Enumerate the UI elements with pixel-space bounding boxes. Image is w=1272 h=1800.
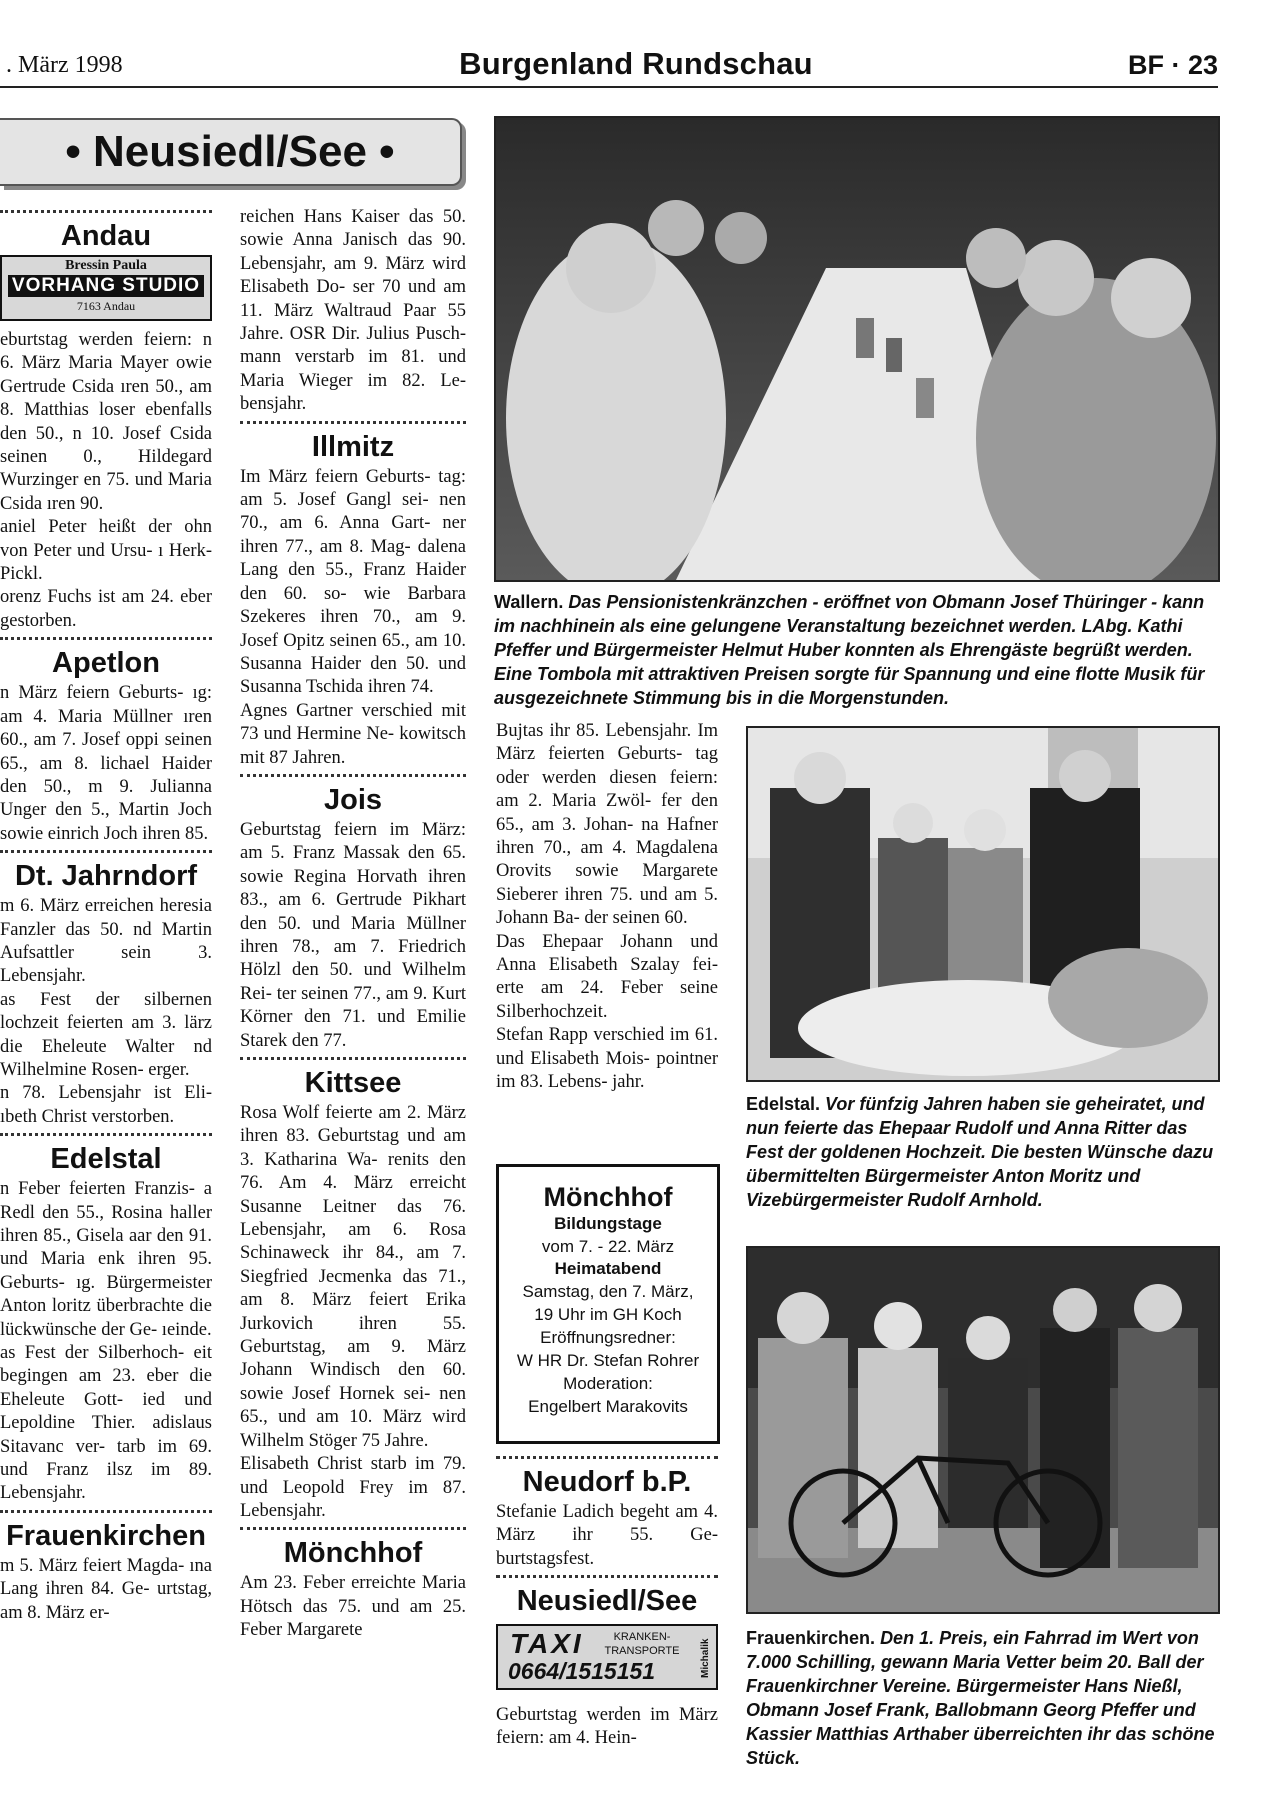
section-heading-andau: Andau bbox=[60, 220, 152, 252]
article-text: Bujtas ihr 85. Lebensjahr. Im März feierten Geburts- tag oder werden diesen feiern: am 2. Maria Zwöl- fer den 65., am 3. Johan- na Hafner ihren 70., am 4. Magdalena Orovits sowie Margarete Sieberer ihren 75. und am 5. Johann Ba- der seinen 60. bbox=[496, 721, 718, 929]
article-text: n März feiern Geburts- ıg: am 4. Maria Müllner ıren 60., am 7. Josef oppi seinen 65., am 8. lichael Haider den 50., m 9. Julianna Unger den 5., Martin Joch sowie einrich Joch ihren 85. bbox=[0, 683, 212, 844]
photo-wallern-pensioners bbox=[494, 116, 1220, 582]
article-text: as Fest der silbernen lochzeit feierten am 3. lärz die Eheleute Walter nd Wilhelmine Rosen- erger. bbox=[0, 989, 212, 1080]
section-divider bbox=[240, 774, 466, 777]
ad-title: Mönchhof bbox=[543, 1182, 673, 1212]
article-text: Am 23. Feber erreichte Maria Hötsch das 75. und am 25. Feber Margarete bbox=[240, 1573, 466, 1641]
ad-taxi-michalik bbox=[496, 1624, 718, 1690]
article-text: n 78. Lebensjahr ist Eli- ıbeth Christ verstorben. bbox=[0, 1083, 212, 1127]
article-text: Elisabeth Christ starb im 79. und Leopold Frey im 87. Lebensjahr. bbox=[240, 1454, 466, 1521]
section-divider bbox=[0, 850, 212, 853]
caption-place: Edelstal. bbox=[746, 1094, 821, 1114]
article-text: as Fest der Silberhoch- eit begingen am 23. eber die Eheleute Gott- ied und Lepoldine Thier. adislaus Sitavanc ver- tarb im 69. und Franz ilsz im 89. Lebensjahr. bbox=[0, 1343, 212, 1504]
article-text: eburtstag werden feiern: n 6. März Maria Mayer owie Gertrude Csida ıren 50., am 8. Matthias loser ebenfalls den 50., n 10. Josef Csida seinen 0., Hildegard Wurzinger en 75. und Maria Csida ıren 90. bbox=[0, 330, 212, 514]
column-3-bottom bbox=[496, 1704, 718, 1751]
ad-taxi-side-label: Michalik bbox=[700, 1638, 711, 1678]
ad-logo-text: VORHANG STUDIO bbox=[8, 275, 204, 297]
section-heading-dt-jahrndorf: Dt. Jahrndorf bbox=[14, 860, 198, 893]
ad-moenchhof-bildungstage bbox=[496, 1164, 720, 1444]
ad-line: Heimatabend bbox=[554, 1259, 662, 1278]
photo-frauenkirchen-bicycle bbox=[746, 1246, 1220, 1614]
ad-line: vom 7. - 22. März bbox=[541, 1237, 675, 1256]
article-text: Rosa Wolf feierte am 2. März ihren 83. Geburtstag und am 3. Katharina Wa- renits den 76. Am 4. März erreicht Susanne Leitner das 76. Lebensjahr, am 6. Rosa Schinaweck ihr 84., am 7. Siegfried Jecmenka das 71., am 8. März feiert Erika Jurkovich ihren 55. Geburtstag, am 9. März Johann Windisch den 60. sowie Josef Hornek sei- nen 65., und am 10. März wird Wilhelm Stöger 75 Jahre. bbox=[240, 1103, 466, 1451]
section-heading-frauenkirchen: Frauenkirchen bbox=[6, 1519, 206, 1552]
article-text: orenz Fuchs ist am 24. eber gestorben. bbox=[0, 587, 212, 631]
caption-place: Frauenkirchen. bbox=[746, 1628, 876, 1648]
article-text: Geburtstag werden im März feiern: am 4. Hein- bbox=[496, 1705, 718, 1749]
ad-line: Eröffnungsredner: bbox=[540, 1328, 676, 1347]
ad-vorhang-studio bbox=[0, 255, 212, 321]
ad-line: Bressin Paula bbox=[65, 258, 147, 273]
caption-text: Den 1. Preis, ein Fahrrad im Wert von 7.000 Schilling, gewann Maria Vetter beim 20. Ball der Frauenkirchner Vereine. Bürgermeister Hans Nießl, Obmann Josef Frank, Ballobmann Georg Pfeffer und Kassier Matthias Arthaber überreichten ihr das schöne Stück. bbox=[746, 1628, 1215, 1768]
caption-text: Vor fünfzig Jahren haben sie geheiratet, und nun feierte das Ehepaar Rudolf und Anna Ritter das Fest der goldenen Hochzeit. Die besten Wünsche dazu übermittelten Bürgermeister Anton Moritz und Vizebürgermeister Rudolf Arnhold. bbox=[746, 1094, 1214, 1210]
section-heading-kittsee: Kittsee bbox=[304, 1067, 402, 1099]
section-heading-jois: Jois bbox=[323, 783, 383, 816]
article-text: Stefan Rapp verschied im 61. und Elisabeth Mois- pointner im 83. Lebens- jahr. bbox=[496, 1025, 718, 1093]
section-heading-apetlon: Apetlon bbox=[52, 647, 160, 680]
section-divider bbox=[0, 1510, 212, 1513]
photo-caption-wallern bbox=[494, 590, 1218, 710]
column-2 bbox=[240, 206, 466, 1643]
column-3-lower bbox=[496, 1452, 718, 1620]
region-banner: • Neusiedl/See • bbox=[0, 118, 462, 186]
section-heading-edelstal: Edelstal bbox=[50, 1143, 162, 1176]
article-text: Im März feiern Geburts- tag: am 5. Josef Gangl sei- nen 70., am 6. Anna Gart- ner ihren 77., am 8. Mag- dalena Lang den 55., Franz Haider den 60. so- wie Barbara Szekeres ihren 70., am 9. Josef Opitz seinen 65., am 10. Susanna Haider den 50. und Susanna Tschida ihren 74. bbox=[240, 466, 466, 698]
article-text: m 6. März erreichen heresia Fanzler das 50. nd Martin Aufsattler sein 3. Lebensjahr. bbox=[0, 896, 212, 987]
section-divider bbox=[0, 637, 212, 640]
article-text: Stefanie Ladich begeht am 4. März ihr 55. Ge- burtstagsfest. bbox=[496, 1502, 718, 1569]
ad-line: Moderation: bbox=[563, 1374, 653, 1393]
section-divider bbox=[0, 210, 212, 213]
section-heading-moenchhof: Mönchhof bbox=[283, 1537, 423, 1570]
ad-line: Engelbert Marakovits bbox=[528, 1397, 688, 1416]
section-heading-illmitz: Illmitz bbox=[311, 430, 395, 463]
ad-taxi-subtitle bbox=[602, 1630, 682, 1658]
caption-place: Wallern. bbox=[494, 592, 564, 612]
article-text: reichen Hans Kaiser das 50. sowie Anna Janisch das 90. Lebensjahr, am 9. März wird Elisabeth Do- ser 70 und am 11. März Waltraud Paar 55 Jahre. OSR Dir. Julius Pusch- mann verstarb im 81. und Maria Wieger im 82. Le- bensjahr. bbox=[240, 207, 466, 415]
article-text: Agnes Gartner verschied mit 73 und Hermine Ne- kowitsch mit 87 Jahren. bbox=[240, 700, 466, 768]
newspaper-title: Burgenland Rundschau bbox=[459, 46, 813, 81]
ad-line: W HR Dr. Stefan Rohrer bbox=[516, 1351, 700, 1370]
issue-date: . März 1998 bbox=[6, 52, 123, 78]
ad-line: 7163 Andau bbox=[76, 299, 136, 313]
ad-line: TRANSPORTE bbox=[604, 1645, 680, 1657]
ad-line: Bildungstage bbox=[554, 1214, 662, 1233]
article-text: n Feber feierten Franzis- a Redl den 55., Rosina haller ihren 85., Gisela aar den 91. und Maria enk ihren 95. Geburts- ıg. Bürgermeister Anton loritz überbrachte die lückwünsche der Ge- ıeinde. bbox=[0, 1179, 212, 1340]
photo-caption-edelstal bbox=[746, 1092, 1218, 1212]
section-heading-neusiedl: Neusiedl/See bbox=[516, 1585, 698, 1618]
section-divider bbox=[240, 1527, 466, 1530]
section-divider bbox=[240, 421, 466, 424]
photo-caption-frauenkirchen bbox=[746, 1626, 1218, 1770]
article-text: aniel Peter heißt der ohn von Peter und Ursu- ı Herk-Pickl. bbox=[0, 517, 212, 585]
ad-line: 19 Uhr im GH Koch bbox=[534, 1305, 682, 1324]
section-divider bbox=[496, 1456, 718, 1459]
ad-taxi-label: TAXI bbox=[510, 1628, 584, 1659]
photo-edelstal-golden-wedding bbox=[746, 726, 1220, 1082]
article-text: Geburtstag feiern im März: am 5. Franz Massak den 65. sowie Regina Horvath ihren 83., am 6. Gertrude Pikhart den 50. und Maria Müllner ihren 78., am 7. Friedrich Hölzl den 50. und Wilhelm Rei- ter seinen 77., am 9. Kurt Körner den 71. und Emilie Starek den 77. bbox=[240, 819, 466, 1051]
article-text: Das Ehepaar Johann und Anna Elisabeth Szalay fei- erte am 24. Feber seine Silberhochzeit. bbox=[496, 931, 718, 1022]
page-number: BF · 23 bbox=[1127, 50, 1218, 80]
ad-line: KRANKEN- bbox=[613, 1631, 671, 1643]
section-heading-neudorf: Neudorf b.P. bbox=[522, 1466, 692, 1498]
ad-line: Samstag, den 7. März, bbox=[522, 1282, 694, 1301]
ad-taxi-phone: 0664/1515151 bbox=[508, 1658, 656, 1684]
section-divider bbox=[496, 1575, 718, 1578]
caption-text: Das Pensionistenkränzchen - eröffnet von Obmann Josef Thüringer - kann im nachhinein als eine gelungene Veranstaltung bezeichnet werden. LAbg. Kathi Pfeffer und Bürgermeister Helmut Huber konnten als Ehrengäste begrüßt werden. Eine Tombola mit attraktiven Preisen sorgte für Spannung und eine flotte Musik für ausgezeichnete Stimmung bis in die Morgenstunden. bbox=[494, 592, 1205, 708]
article-text: m 5. März feiert Magda- ına Lang ihren 84. Ge- urtstag, am 8. März er- bbox=[0, 1555, 212, 1623]
column-3 bbox=[496, 720, 718, 1095]
section-divider bbox=[240, 1057, 466, 1060]
header-rule bbox=[0, 86, 1218, 88]
section-divider bbox=[0, 1133, 212, 1136]
column-1 bbox=[0, 206, 212, 1625]
